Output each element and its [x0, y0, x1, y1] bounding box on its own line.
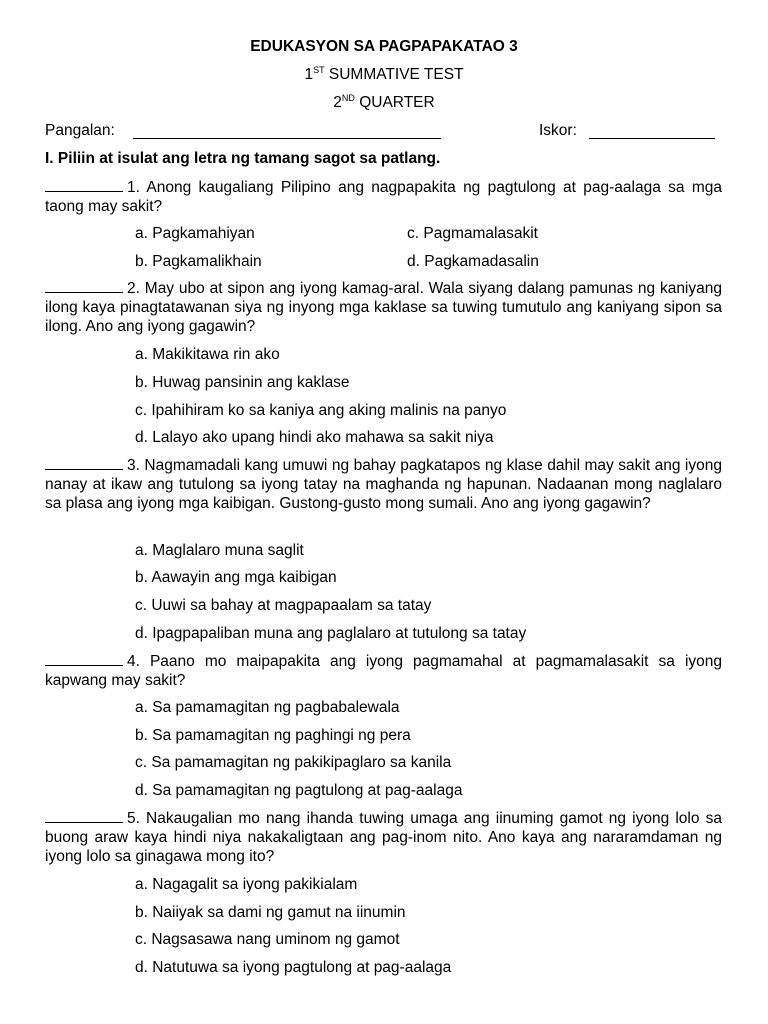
option-5c: c. Nagsasawa nang uminom ng gamot [135, 931, 400, 948]
test-ordinal: ST [313, 64, 325, 75]
option-5b: b. Naiiyak sa dami ng gamut na iinumin [135, 904, 406, 921]
option-1d: d. Pagkamadasalin [407, 253, 539, 270]
question-text: 3. Nagmamadali kang umuwi ng bahay pagkatapos ng klase dahil may sakit ang iyong nanay at ikaw ang tutulong sa iyong tatay na maghanda ng hapunan. Nadaanan mong naglalaro sa plasa ang iyong mga kaibigan. Gustong-gusto mong sumali. Ano ang iyong gagawin? [45, 457, 722, 512]
option-2c: c. Ipahihiram ko sa kaniya ang aking malinis na panyo [135, 402, 507, 419]
option-5d: d. Natutuwa sa iyong pagtulong at pag-aalaga [135, 959, 452, 976]
option-4b: b. Sa pamamagitan ng paghingi ng pera [135, 727, 411, 744]
option-3d: d. Ipagpapaliban muna ang paglalaro at tutulong sa tatay [135, 625, 527, 642]
question-2 [45, 279, 722, 336]
option-3a: a. Maglalaro muna saglit [135, 542, 304, 559]
question-1 [45, 178, 722, 216]
quarter-label: QUARTER [354, 94, 435, 111]
subject-title: EDUKASYON SA PAGPAPAKATAO 3 [250, 38, 518, 55]
question-text: 5. Nakaugalian mo nang ihanda tuwing umaga ang iinuming gamot ng iyong lolo sa buong araw kaya hindi niya nakakaligtaan ang pag-inom nito. Ano kaya ang nararamdaman ng iyong lolo sa ginagawa mong ito? [45, 810, 722, 865]
option-4d: d. Sa pamamagitan ng pagtulong at pag-aalaga [135, 782, 463, 799]
question-text: 1. Anong kaugaliang Pilipino ang nagpapakita ng pagtulong at pag-aalaga sa mga taong may sakit? [45, 179, 722, 215]
quarter-ordinal: ND [341, 92, 355, 103]
test-title [0, 66, 768, 84]
score-field[interactable] [589, 138, 715, 139]
option-4a: a. Sa pamamagitan ng pagbabalewala [135, 699, 400, 716]
score-label: Iskor: [539, 122, 577, 139]
question-text: 2. May ubo at sipon ang iyong kamag-aral. Wala siyang dalang pamunas ng kaniyang ilong kaya pinagtatawanan siya ng inyong mga kaklase sa tuwing tumutulo ang kaniyang sipon sa ilong. Ano ang iyong gagawin? [45, 280, 722, 335]
option-3c: c. Uuwi sa bahay at magpapaalam sa tatay [135, 597, 432, 614]
quarter-title [0, 94, 768, 112]
option-4c: c. Sa pamamagitan ng pakikipaglaro sa kanila [135, 754, 452, 771]
name-label: Pangalan: [45, 122, 115, 139]
instruction: I. Piliin at isulat ang letra ng tamang sagot sa patlang. [45, 150, 441, 167]
question-text: 4. Paano mo maipapakita ang iyong pagmamahal at pagmamalasakit sa iyong kapwang may sakit? [45, 653, 722, 689]
answer-blank-4[interactable] [45, 653, 123, 666]
option-1b: b. Pagkamalikhain [135, 253, 262, 270]
option-2a: a. Makikitawa rin ako [135, 346, 280, 363]
option-2b: b. Huwag pansinin ang kaklase [135, 374, 350, 391]
option-2d: d. Lalayo ako upang hindi ako mahawa sa sakit niya [135, 429, 494, 446]
test-number: 1 [304, 66, 314, 83]
question-3 [45, 456, 722, 513]
answer-blank-2[interactable] [45, 280, 123, 293]
question-5 [45, 809, 722, 866]
name-field[interactable] [133, 138, 441, 139]
question-4 [45, 652, 722, 690]
quarter-number: 2 [333, 94, 342, 111]
answer-blank-3[interactable] [45, 457, 123, 470]
option-1c: c. Pagmamalasakit [407, 225, 538, 242]
option-3b: b. Aawayin ang mga kaibigan [135, 569, 337, 586]
name-score-row [45, 122, 718, 142]
answer-blank-5[interactable] [45, 810, 123, 823]
test-label: SUMMATIVE TEST [324, 66, 464, 83]
option-5a: a. Nagagalit sa iyong pakikialam [135, 876, 358, 893]
answer-blank-1[interactable] [45, 179, 123, 192]
option-1a: a. Pagkamahiyan [135, 225, 255, 242]
